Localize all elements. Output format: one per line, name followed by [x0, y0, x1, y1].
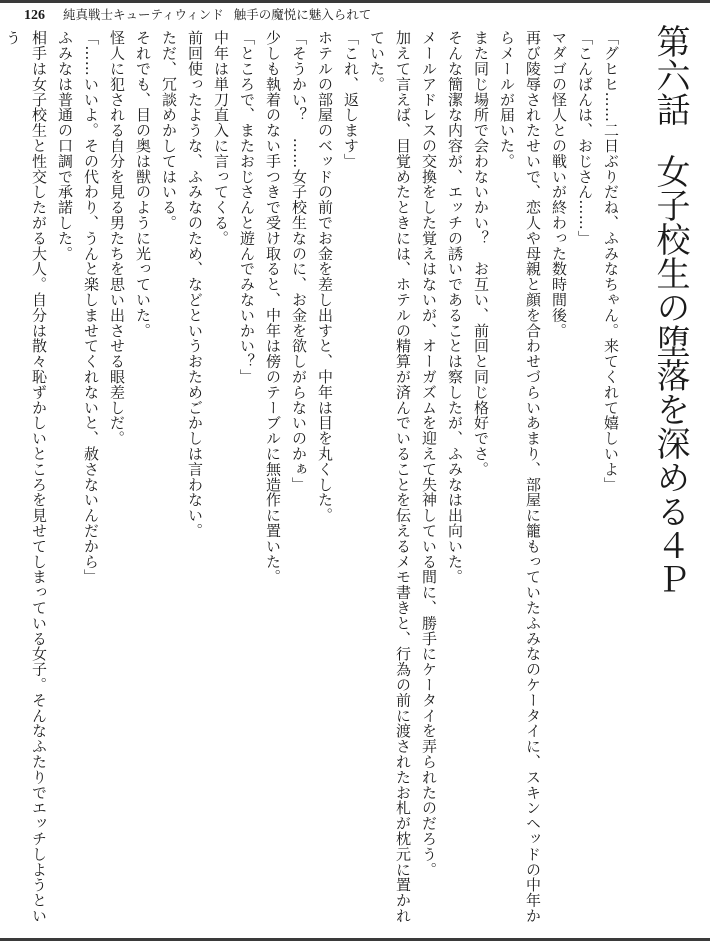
paragraph: 相手は女子校生と性交したがる大人。自分は散々恥ずかしいところを見せてしまっている女子。そんなふたりでエッチしようという	[4, 30, 48, 924]
paragraph: 前回使ったような、ふみなのため、などというおためごかしは言わない。	[186, 30, 204, 539]
paragraph: また同じ場所で会わないかい？ お互い、前回と同じ格好でさ。	[472, 30, 490, 477]
page-number: 126	[24, 8, 45, 23]
paragraph: 「こんばんは、おじさん……」	[576, 30, 594, 246]
paragraph: ただ、冗談めかしてはいる。	[160, 30, 178, 231]
paragraph: 再び陵辱されたせいで、恋人や母親と顔を合わせづらいあまり、部屋に籠もっていたふみなのケータイに、スキンヘッドの中年からメールが届いた。	[498, 30, 542, 924]
paragraph: ホテルの部屋のベッドの前でお金を差し出すと、中年は目を丸くした。	[316, 30, 334, 523]
chapter-number: 第六話	[650, 24, 690, 126]
running-header	[24, 5, 371, 23]
chapter-title: 女子校生の堕落を深める４Ｐ	[650, 154, 690, 596]
paragraph: 加えて言えば、目覚めたときには、ホテルの精算が済んでいることを伝えるメモ書きと、行為の前に渡されたお札が枕元に置かれていた。	[368, 30, 412, 924]
chapter-heading	[648, 24, 692, 596]
chapter-running-title: 触手の魔悦に魅入られて	[233, 7, 372, 22]
paragraph: そんな簡潔な内容が、エッチの誘いであることは察したが、ふみなは出向いた。	[446, 30, 464, 585]
paragraph: 「グヒヒ……二日ぶりだね、ふみなちゃん。来てくれて嬉しいよ」	[602, 30, 620, 492]
book-title: 純真戦士キューティウィンド	[63, 7, 224, 22]
paragraph: ふみなは普通の口調で承諾した。	[56, 30, 74, 261]
paragraph: 中年は単刀直入に言ってくる。	[212, 30, 230, 246]
body-text	[4, 30, 624, 932]
paragraph: 「これ、返します」	[342, 30, 360, 169]
paragraph: 「ところで、またおじさんと遊んでみないかい？」	[238, 30, 256, 385]
paragraph: 怪人に犯される自分を見る男たちを思い出させる眼差しだ。	[108, 30, 126, 446]
paragraph: マダゴの怪人との戦いが終わった数時間後。	[550, 30, 568, 338]
paragraph: 「……いいよ。その代わり、うんと楽しませてくれないと、赦さないんだから」	[82, 30, 100, 585]
top-border	[0, 0, 710, 3]
paragraph: 少しも執着のない手つきで受け取ると、中年は傍のテーブルに無造作に置いた。	[264, 30, 282, 585]
paragraph: それでも、目の奥は獣のように光っていた。	[134, 30, 152, 338]
paragraph: 「そうかい？ ……女子校生なのに、お金を欲しがらないのかぁ」	[290, 30, 308, 492]
paragraph: メールアドレスの交換をした覚えはないが、オーガズムを迎えて失神している間に、勝手にケータイを弄られたのだろう。	[420, 30, 438, 877]
